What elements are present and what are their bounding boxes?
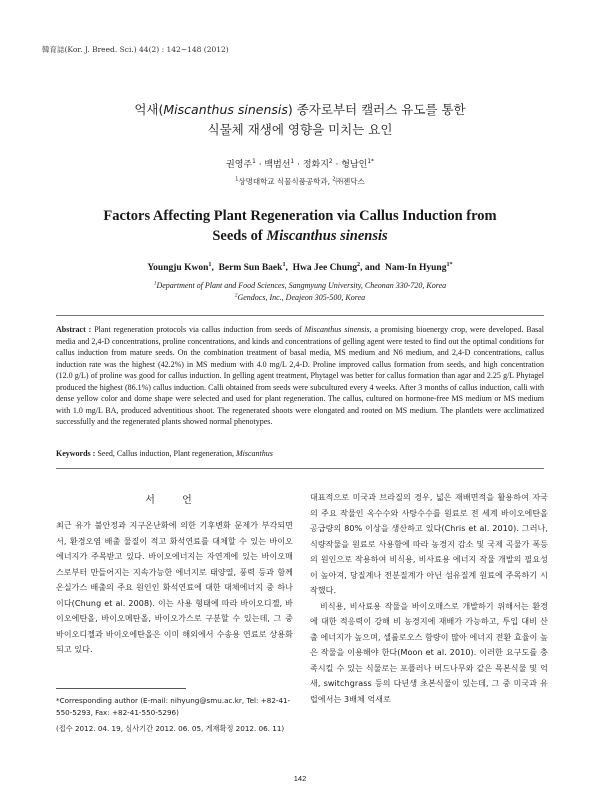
- right-column-paragraph-2: 비식용, 비사료용 작물을 바이오매스로 개발하기 위해서는 환경에 대한 적응력이 강해 비 농경지에 재배가 가능하고, 투입 대비 산출 에너지가 높으며, 셀룰로오스 함량이 많아 에너지 전환 효율이 높은 작물을 이용해야 한다(Moon et al. 2010). 이러한 요구도를 충족시킬 수 있는 식물로는 포플러나 버드나무와 같은 목본식물 및 억새, switchgrass 등의 다년생 초본식물이 있는데, 그 중 미국과 유럽에서는 3배체 억새로: [310, 601, 548, 704]
- korean-affiliation: [0, 176, 600, 187]
- abstract-label: Abstract :: [56, 325, 92, 334]
- korean-title-pre: 억새(: [134, 102, 164, 117]
- right-column: [310, 490, 548, 707]
- author-sup: 1: [282, 261, 286, 268]
- english-title-pre: Seeds of: [212, 228, 267, 244]
- author-sup: 1: [208, 261, 212, 268]
- korean-author: 백범선: [264, 160, 291, 170]
- journal-header: 韓育誌(Kor. J. Breed. Sci.) 44(2) : 142~148 (2012): [42, 45, 229, 54]
- abstract-text: , a promising bioenergy crop, were developed. Basal media and 2,4-D concentrations, proline concentrations, and kinds and concentrations of gelling agent were tested to find out the optimal conditions for callus induction from mature seeds. On the combination treatment of basal media, MS medium and N6 medium, and 2,4-D concentrations, callus induction rate was the highest (42.2%) in MS medium with 4.0 mg/L 2,4-D. Proline improved callus formation from seeds, and high concentration (12.0 g/L) of proline was good for callus induction. In gelling agent treatment, Phytagel was better for callus formation than agar and 2.25 g/L Phytagel produced the highest (86.1%) callus induction. Calli obtained from seeds were subcultured every 4 weeks. After 3 months of callus induction, calli with dense yellow color and dome shape were selected and used for plant regeneration. The callus, cultured on hormone-free MS medium or MS medium with 1.0 mg/L BA, produced adventitious shoot. The regenerated shoots were elongated and rooted on MS medium. The plantlets were acclimatized successfully and the regenerated plants showed normal phenotypes.: [56, 325, 545, 426]
- aff-text: ㈜젠닥스: [335, 177, 365, 186]
- keywords-bottom-rule: [56, 468, 544, 469]
- author-sup: 1*: [367, 159, 374, 165]
- aff-sup: 2: [332, 176, 336, 183]
- author-sup: 1: [252, 159, 256, 165]
- keywords-species: Miscanthus: [235, 449, 273, 458]
- english-affiliation-2: [0, 293, 600, 302]
- author-sup: 2: [357, 261, 361, 268]
- english-author: Nam-In Hyung: [384, 263, 447, 273]
- aff-text: 상명대학교 식물식품공학과,: [238, 177, 333, 186]
- abstract: [56, 324, 544, 428]
- english-title-line1: Factors Affecting Plant Regeneration via Callus Induction from: [103, 208, 497, 224]
- abstract-species: Miscanthus sinensis: [304, 325, 370, 334]
- english-title-species: Miscanthus sinensis: [266, 228, 388, 244]
- aff-text: Department of Plant and Food Sciences, Sangmyung University, Cheonan 330-720, Korea: [156, 281, 447, 290]
- korean-title-line2: 식물체 재생에 영향을 미치는 요인: [207, 122, 393, 137]
- aff-sup: 2: [234, 292, 238, 299]
- corresponding-author-footnote: *Corresponding author (E-mail: nihyung@smu.ac.kr, Tel: +82-41-550-5293, Fax: +82-41-550-5296): [56, 696, 291, 717]
- english-author: Hwa Jee Chung: [292, 263, 358, 273]
- keywords-text: Seed, Callus induction, Plant regeneration,: [95, 449, 236, 458]
- author-sup: 2: [328, 159, 333, 165]
- korean-author: 정화지: [302, 160, 329, 170]
- korean-author: 형남인: [341, 160, 368, 170]
- page-number: 142: [293, 774, 307, 783]
- aff-text: Gendocs, Inc., Deajeon 305-500, Korea: [237, 293, 366, 302]
- korean-title-post: ) 종자로부터 캘러스 유도를 통한: [287, 102, 466, 117]
- author-sup: 1: [290, 159, 295, 165]
- aff-sup: 1: [235, 176, 239, 183]
- english-title-line2: [0, 228, 600, 245]
- section-heading-introduction: 서 언: [145, 495, 204, 506]
- keywords: [56, 449, 544, 458]
- english-affiliation-1: [0, 281, 600, 290]
- korean-title-line1: [0, 100, 600, 120]
- english-author: Berm Sun Baek: [218, 263, 283, 273]
- english-author: Youngju Kwon: [147, 263, 209, 273]
- author-sup: 1*: [446, 261, 453, 268]
- right-column-paragraph-1: 대표적으로 미국과 브라질의 경우, 넓은 재배면적을 활용하여 자국의 주요 작물인 옥수수와 사탕수수를 원료로 전 세계 바이오에탄올 공급량의 80% 이상을 생산하고 있다(Chris et al. 2010). 그러나, 식량작물을 원료로 사용함에 따라 농경지 감소 및 국제 곡물가 폭등의 원인으로 작용하여 비식용, 비사료용 에너지 작물 개발의 필요성이 높아져, 당질계나 전분질계가 아닌 섬유질계 원료에 주목하기 시작했다.: [310, 493, 548, 595]
- english-authors: Youngju Kwon$^1$, Berm Sun Baek$^1$, Hwa Jee Chung$^2$, and Nam-In Hyung$^{1*}$: [147, 261, 453, 273]
- footnote-rule: [56, 688, 186, 689]
- left-column-text: 최근 유가 불안정과 지구온난화에 의한 기후변화 문제가 부각되면서, 환경오염 배출 물질이 적고 화석연료를 대체할 수 있는 바이오에너지가 주목받고 있다. 바이오에너지는 자연계에 있는 바이오매스로부터 만들어지는 지속가능한 에너지로 태양열, 풍력 등과 함께 온실가스 배출의 주요 원인인 화석연료에 대한 대체에너지 중 하나이다(Chung et al. 2008). 이는 사용 형태에 따라 바이오디젤, 바이오에탄올, 바이오메탄올, 바이오가스로 구분할 수 있는데, 그 중 바이오디젤과 바이오에탄올은 이미 해외에서 수송용 연료로 상용화되고 있다.: [56, 521, 293, 654]
- keywords-label: Keywords :: [56, 449, 96, 458]
- korean-authors: 권영주$^1$ · 백범선$^1$ · 정화지$^2$ · 형남인$^{1*}$: [226, 159, 374, 170]
- aff-sup: 1: [153, 280, 157, 287]
- received-dates: (접수 2012. 04. 19, 심사기간 2012. 06. 05, 게재확정 2012. 06. 11): [56, 724, 285, 733]
- korean-title-species: Miscanthus sinensis: [163, 102, 288, 117]
- korean-author: 권영주: [226, 160, 253, 170]
- abstract-text: Plant regeneration protocols via callus induction from seeds of: [91, 325, 305, 334]
- abstract-top-rule: [56, 315, 544, 316]
